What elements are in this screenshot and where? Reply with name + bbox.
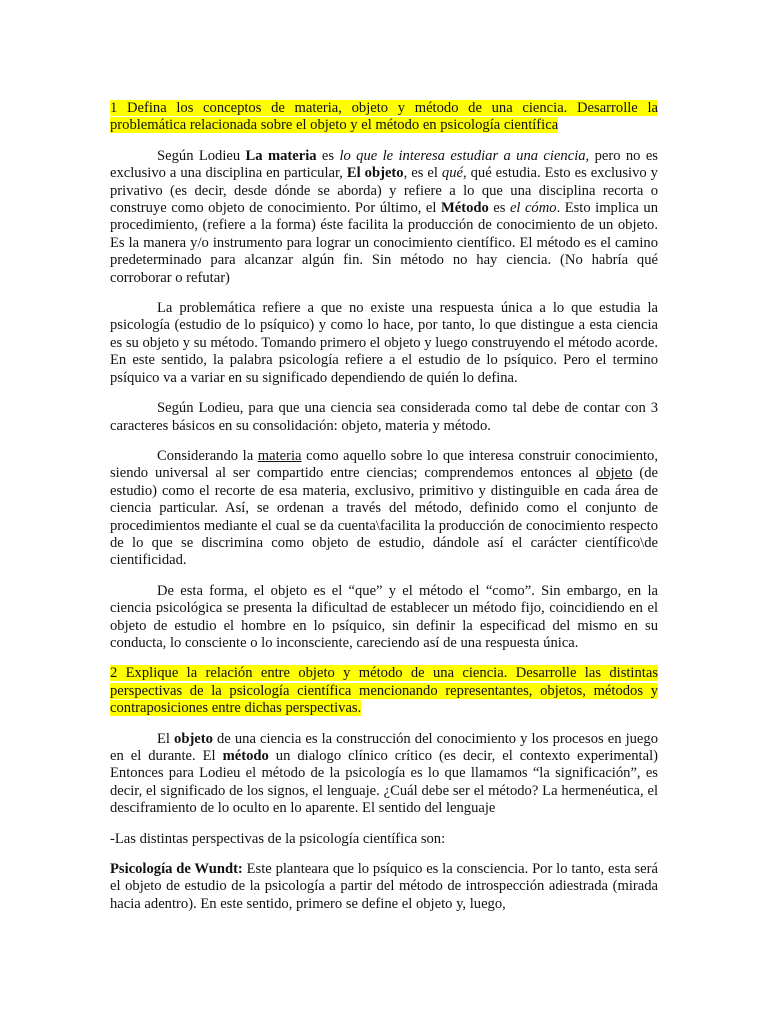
text-run: de una ciencia es la construcción del conocimiento y los procesos en juego en el durante. El	[110, 730, 658, 764]
term-materia: La materia	[245, 147, 317, 164]
text-run: El	[157, 730, 175, 747]
text-run: (de estudio) como el recorte de esa materia, exclusivo, primitivo y distinguible en cada área de ciencia particular. Así, se ordenan a través del método, definido como el conjunto de procedimientos mediante el cual se da cuenta\facilita la producción de conocimiento respecto de lo que se discrimina como objeto de estudio, dándole así el carácter científico\de cientificidad.	[110, 465, 658, 569]
text-run: . Esto implica un procedimiento, (refiere a la forma) éste facilita la producción de conocimiento de un objeto. Es la manera y/o instrumento para lograr un conocimiento científico. El método es el camino predeterminado para alcanzar algún fin. Sin método no hay ciencia. (No habría qué corroborar o refutar)	[110, 200, 658, 286]
paragraph-wundt	[110, 861, 658, 913]
paragraph-considerando	[110, 448, 658, 570]
text-run: Considerando la	[157, 447, 258, 464]
text-run: pero no es exclusivo a una disciplina en particular,	[110, 147, 658, 182]
italic-run: qué	[441, 165, 463, 182]
text-run: Según Lodieu	[157, 147, 246, 164]
text-run: , qué estudia. Esto es exclusivo y privativo (es decir, desde dónde se aborda) y refiere a lo que una disciplina recorta o construye como objeto de conocimiento. Por último, el	[110, 165, 658, 217]
text-run: es	[316, 147, 340, 164]
paragraph-definitions	[110, 148, 658, 287]
paragraph-problematica: La problemática refiere a que no existe una respuesta única a lo que estudia la psicología (estudio de lo psíquico) y como lo hace, por tanto, lo que distingue a esta ciencia es su objeto y su método. Tomando primero el objeto y luego construyendo el método acorde. En este sentido, la palabra psicología refiere a el estudio de lo psíquico. Pero el termino psíquico va a variar en su significado dependiendo de quién lo defina.	[110, 300, 658, 386]
text-run: , es el	[403, 165, 442, 182]
term-metodo: método	[222, 748, 269, 764]
italic-run: lo que le interesa estudiar a una ciencia,	[339, 147, 590, 164]
text-run: es	[488, 200, 510, 217]
term-objeto: objeto	[174, 730, 213, 747]
paragraph-perspectivas-intro: -Las distintas perspectivas de la psicología científica son:	[110, 830, 446, 847]
question-1-heading	[110, 100, 658, 135]
paragraph-caracteres: Según Lodieu, para que una ciencia sea considerada como tal debe de contar con 3 caracteres básicos en su consolidación: objeto, materia y método.	[110, 400, 658, 434]
term-metodo: Método	[440, 200, 489, 217]
term-objeto: El objeto	[346, 165, 404, 182]
document-body	[110, 100, 658, 926]
question-2-heading	[110, 665, 658, 717]
text-run: un dialogo clínico crítico (es decir, el contexto experimental) Entonces para Lodieu el método de la psicología es lo que llamamos “la significación”, es decir, el significado de los signos, el lenguaje. ¿Cuál debe ser el método? La hermenéutica, el desciframiento de lo oculto en lo aparente. El sentido del lenguaje	[110, 748, 659, 817]
paragraph-objeto-metodo	[110, 731, 658, 818]
underlined-objeto: objeto	[595, 465, 633, 482]
text-run: Este planteara que lo psíquico es la consciencia. Por lo tanto, esta será el objeto de estudio de la psicología a partir del método de introspección adiestrada (mirada hacia adentro). En este sentido, primero se define el objeto y, luego,	[110, 861, 658, 912]
underlined-materia: materia	[257, 447, 302, 464]
italic-run: el cómo	[509, 200, 557, 217]
question-1-text: 1 Defina los conceptos de materia, objeto y método de una ciencia. Desarrolle la problemática relacionada sobre el objeto y el método en psicología científica	[110, 100, 658, 134]
text-run: como aquello sobre lo que interesa construir conocimiento, siendo universal al ser compartido entre ciencias; comprendemos entonces al	[110, 447, 658, 482]
paragraph-de-esta-forma: De esta forma, el objeto es el “que” y el método el “como”. Sin embargo, en la ciencia psicológica se presenta la dificultad de establecer un método fijo, coincidiendo en el objeto de estudio el hombre en lo psíquico, sin definir la especificad del mismo en su conducta, lo consciente o lo inconsciente, careciendo así de una respuesta única.	[110, 582, 658, 651]
question-2-text: 2 Explique la relación entre objeto y método de una ciencia. Desarrolle las distintas perspectivas de la psicología científica mencionando representantes, objetos, métodos y contraposiciones entre dichas perspectivas.	[110, 665, 658, 717]
term-psicologia-wundt: Psicología de Wundt:	[110, 861, 243, 878]
